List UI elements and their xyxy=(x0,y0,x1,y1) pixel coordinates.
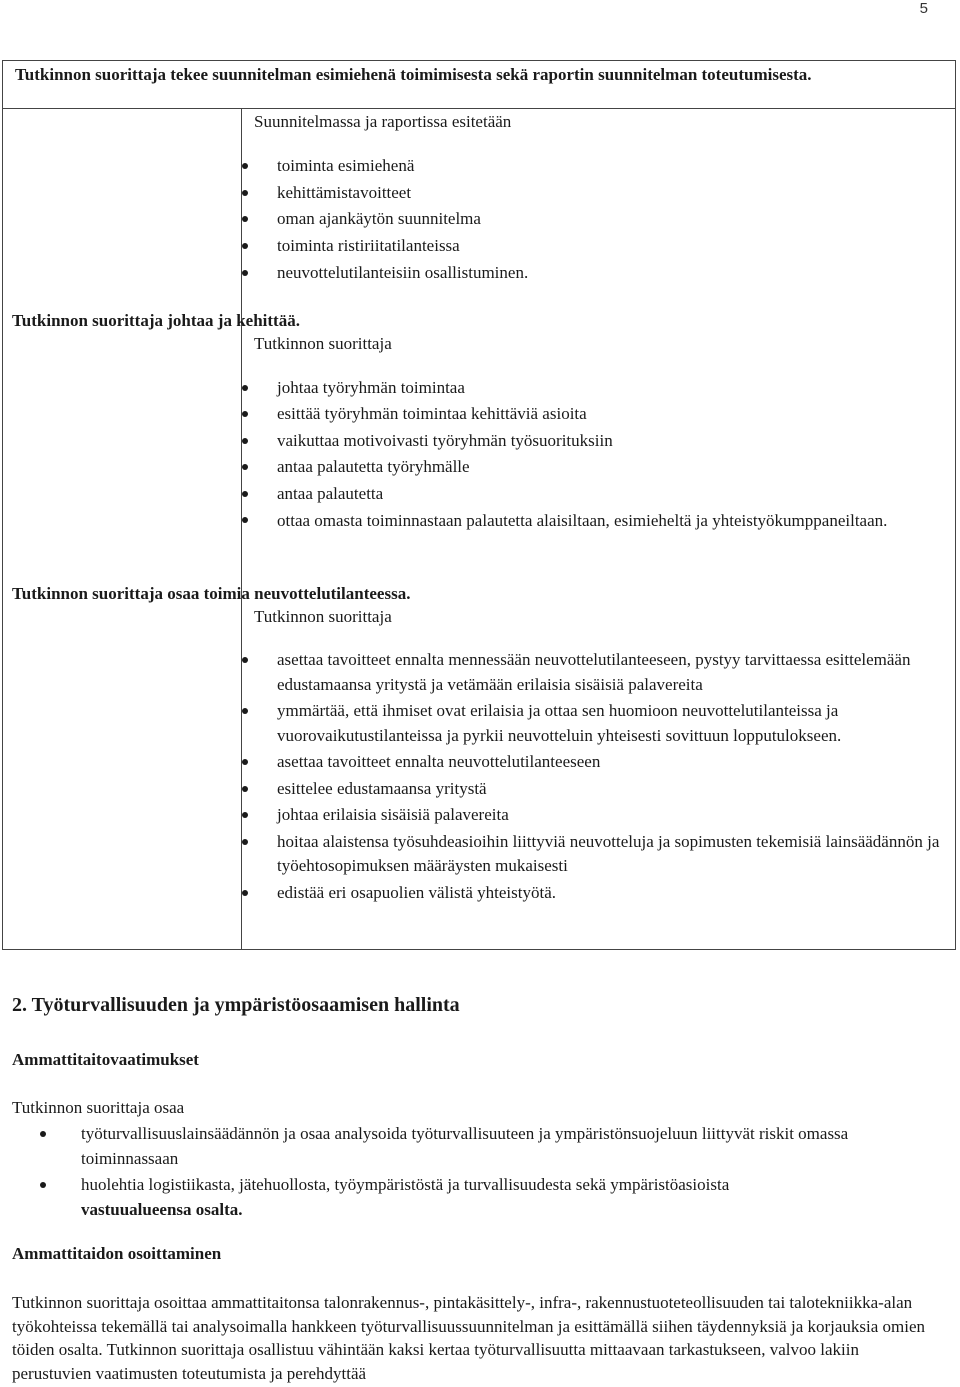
section1-list xyxy=(240,153,528,286)
chapter-list xyxy=(40,1122,940,1224)
list-item: esittelee edustamaansa yritystä xyxy=(240,777,950,802)
chapter-lead: Tutkinnon suorittaja osaa xyxy=(12,1098,185,1117)
section3-list xyxy=(240,648,950,907)
chapter-heading: 2. Työturvallisuuden ja ympäristöosaamisen hallinta xyxy=(12,994,460,1016)
section2-lead: Tutkinnon suorittaja xyxy=(254,334,392,353)
intro-text: Tutkinnon suorittaja tekee suunnitelman esimiehenä toimimisesta sekä raportin suunnitelman toteutumisesta. xyxy=(15,65,812,84)
list-item: ottaa omasta toiminnastaan palautetta alaisiltaan, esimieheltä ja yhteistyökumppaneiltaan. xyxy=(240,507,940,534)
list-item: edistää eri osapuolien välistä yhteistyötä. xyxy=(240,881,950,906)
list-item: antaa palautetta xyxy=(240,481,940,507)
section2-list xyxy=(240,375,940,534)
list-item-bold-tail: vastuualueensa osalta. xyxy=(81,1199,243,1219)
subheading-demonstration: Ammattitaidon osoittaminen xyxy=(12,1244,222,1263)
section1-lead: Suunnitelmassa ja raportissa esitetään xyxy=(254,112,512,131)
table-intro-row xyxy=(3,61,955,109)
list-item: asettaa tavoitteet ennalta neuvottelutilanteeseen xyxy=(240,750,950,775)
list-item: asettaa tavoitteet ennalta mennessään neuvottelutilanteeseen, pystyy tarvittaessa esittelemään edustamaansa yritystä ja vetämään erilaisia sisäisiä palavereita xyxy=(240,648,950,697)
subheading-requirements: Ammattitaitovaatimukset xyxy=(12,1050,199,1069)
list-item: neuvottelutilanteisiin osallistuminen. xyxy=(240,260,528,287)
section3-lead: Tutkinnon suorittaja xyxy=(254,607,392,626)
table-left-column xyxy=(3,108,242,949)
list-item: toiminta esimiehenä xyxy=(240,153,528,180)
section3-heading: Tutkinnon suorittaja osaa toimia neuvottelutilanteessa. xyxy=(12,584,411,603)
list-item: vaikuttaa motivoivasti työryhmän työsuorituksiin xyxy=(240,428,940,454)
list-item: oman ajankäytön suunnitelma xyxy=(240,206,528,233)
list-item: toiminta ristiriitatilanteissa xyxy=(240,233,528,260)
list-item xyxy=(40,1173,940,1222)
list-item: johtaa työryhmän toimintaa xyxy=(240,375,940,401)
list-item: työturvallisuuslainsäädännön ja osaa analysoida työturvallisuuteen ja ympäristönsuojeluun liittyvät riskit omassa toiminnassaan xyxy=(40,1122,940,1171)
list-item: hoitaa alaistensa työsuhdeasioihin liittyviä neuvotteluja ja sopimusten tekemisiä lainsäädännön ja työehtosopimuksen määräysten mukaisesti xyxy=(240,830,950,879)
page-number: 5 xyxy=(919,0,928,17)
list-item-text: huolehtia logistiikasta, jätehuollosta, työympäristöstä ja turvallisuudesta sekä ympäristöasioista xyxy=(81,1175,730,1194)
list-item: ymmärtää, että ihmiset ovat erilaisia ja ottaa sen huomioon neuvottelutilanteissa ja vuorovaikutustilanteissa ja pyrkii neuvotteluin yhteisesti sovittuun lopputulokseen. xyxy=(240,699,950,748)
list-item: esittää työryhmän toimintaa kehittäviä asioita xyxy=(240,401,940,427)
list-item: johtaa erilaisia sisäisiä palavereita xyxy=(240,803,950,828)
demonstration-paragraph: Tutkinnon suorittaja osoittaa ammattitaitonsa talonrakennus-, pintakäsittely-, infra-, rakennustuoteteollisuuden tai talotekniikka-alan työkohteissa tekemällä tai analysoimalla hankkeen työturvallisuussuunnitelman ja esittämällä siihen täydennyksiä ja korjauksia omien töiden osalta. Tutkinnon suorittaja osallistuu vähintään kaksi kertaa työturvallisuutta mittaavaan tarkastukseen, valvoo lakiin perustuvien vaatimusten toteutumista ja perehdyttää xyxy=(12,1293,926,1383)
section2-heading: Tutkinnon suorittaja johtaa ja kehittää. xyxy=(12,311,300,330)
list-item: antaa palautetta työryhmälle xyxy=(240,454,940,480)
list-item: kehittämistavoitteet xyxy=(240,180,528,207)
